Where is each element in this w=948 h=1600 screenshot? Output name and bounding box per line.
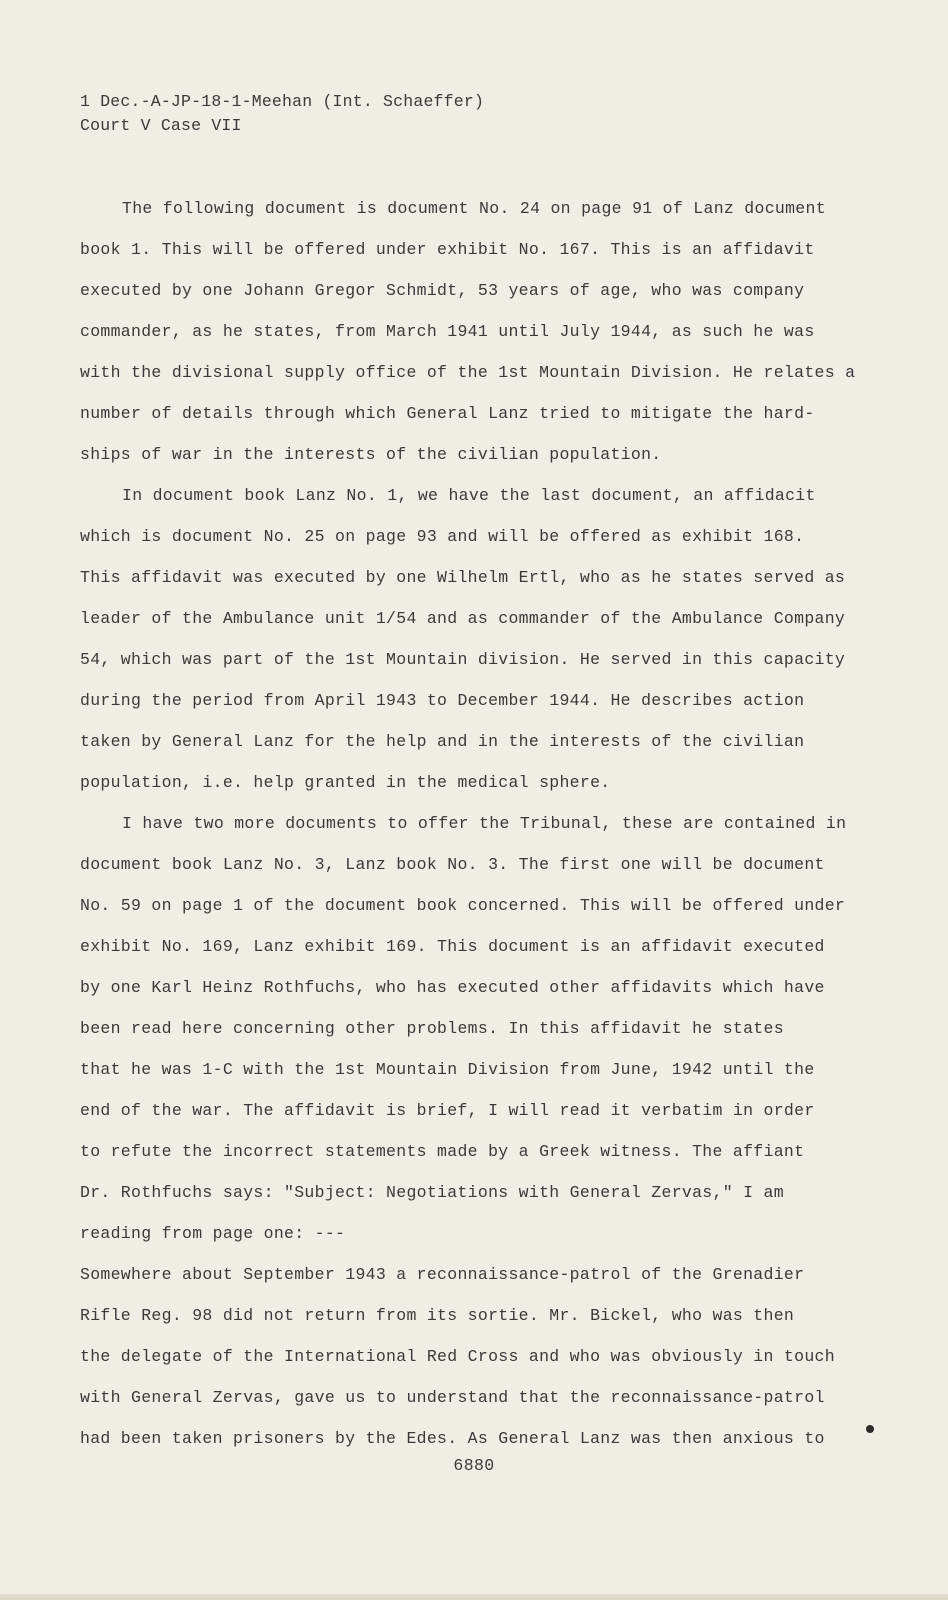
text-line: In document book Lanz No. 1, we have the last document, an affidacit xyxy=(122,486,816,505)
header-court-case-line: Court V Case VII xyxy=(80,116,242,135)
text-line: This affidavit was executed by one Wilhelm Ertl, who as he states served as xyxy=(80,568,846,587)
document-header xyxy=(80,90,484,138)
text-line: been read here concerning other problems. In this affidavit he states xyxy=(80,1019,784,1038)
margin-dot-mark xyxy=(866,1425,874,1433)
text-line: that he was 1-C with the 1st Mountain Division from June, 1942 until the xyxy=(80,1060,815,1079)
text-line: The following document is document No. 24 on page 91 of Lanz document xyxy=(122,199,826,218)
text-line: No. 59 on page 1 of the document book concerned. This will be offered under xyxy=(80,896,846,915)
text-line: executed by one Johann Gregor Schmidt, 53 years of age, who was company xyxy=(80,281,805,300)
text-line: population, i.e. help granted in the medical sphere. xyxy=(80,773,611,792)
text-line: reading from page one: --- xyxy=(80,1224,346,1243)
text-line: document book Lanz No. 3, Lanz book No. 3. The first one will be document xyxy=(80,855,825,874)
text-line: 54, which was part of the 1st Mountain division. He served in this capacity xyxy=(80,650,846,669)
text-line: taken by General Lanz for the help and in the interests of the civilian xyxy=(80,732,805,751)
text-line: Somewhere about September 1943 a reconnaissance-patrol of the Grenadier xyxy=(80,1265,805,1284)
text-line: commander, as he states, from March 1941 until July 1944, as such he was xyxy=(80,322,815,341)
transcript-body xyxy=(80,188,870,1459)
text-line: I have two more documents to offer the Tribunal, these are contained in xyxy=(122,814,847,833)
page-number: 6880 xyxy=(453,1456,495,1475)
text-line: with General Zervas, gave us to understand that the reconnaissance-patrol xyxy=(80,1388,825,1407)
text-line: which is document No. 25 on page 93 and will be offered as exhibit 168. xyxy=(80,527,805,546)
text-line: ships of war in the interests of the civilian population. xyxy=(80,445,662,464)
text-line: leader of the Ambulance unit 1/54 and as commander of the Ambulance Company xyxy=(80,609,846,628)
text-line: exhibit No. 169, Lanz exhibit 169. This document is an affidavit executed xyxy=(80,937,825,956)
page-bottom-edge xyxy=(0,1594,948,1600)
text-line: had been taken prisoners by the Edes. As General Lanz was then anxious to xyxy=(80,1429,825,1448)
text-line: number of details through which General Lanz tried to mitigate the hard- xyxy=(80,404,815,423)
text-line: Dr. Rothfuchs says: "Subject: Negotiations with General Zervas," I am xyxy=(80,1183,784,1202)
text-line: Rifle Reg. 98 did not return from its sortie. Mr. Bickel, who was then xyxy=(80,1306,795,1325)
text-line: book 1. This will be offered under exhibit No. 167. This is an affidavit xyxy=(80,240,815,259)
text-line: with the divisional supply office of the 1st Mountain Division. He relates a xyxy=(80,363,856,382)
text-line: to refute the incorrect statements made by a Greek witness. The affiant xyxy=(80,1142,805,1161)
text-line: during the period from April 1943 to December 1944. He describes action xyxy=(80,691,805,710)
header-reference-line: 1 Dec.-A-JP-18-1-Meehan (Int. Schaeffer) xyxy=(80,92,485,111)
text-line: end of the war. The affidavit is brief, I will read it verbatim in order xyxy=(80,1101,815,1120)
text-line: the delegate of the International Red Cross and who was obviously in touch xyxy=(80,1347,835,1366)
text-line: by one Karl Heinz Rothfuchs, who has executed other affidavits which have xyxy=(80,978,825,997)
